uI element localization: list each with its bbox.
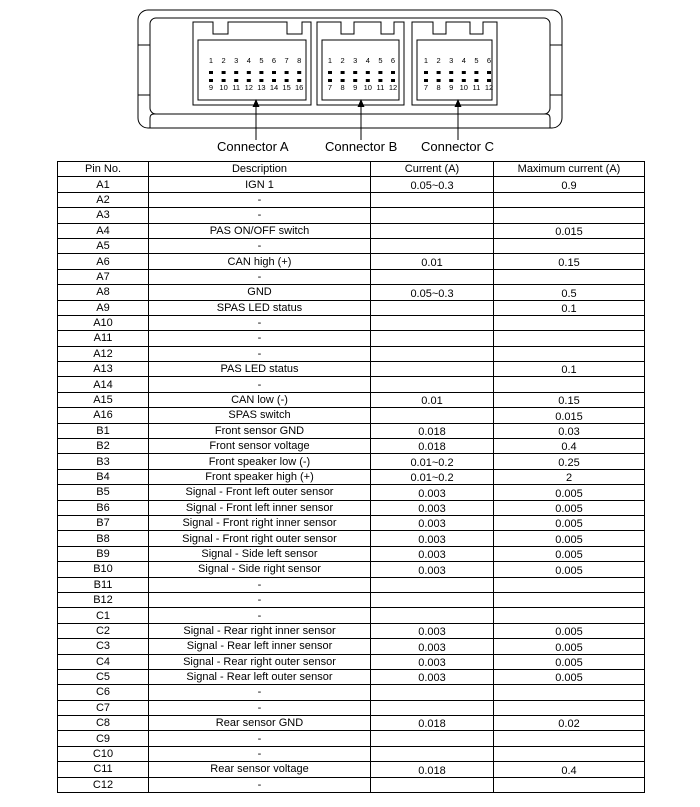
- table-row: [58, 777, 645, 792]
- max-current-cell: 0.5: [494, 285, 645, 300]
- current-cell: 0.003: [371, 639, 494, 654]
- connector-a-pin-terminal: [272, 71, 276, 74]
- connector-b-pin-terminal: [328, 71, 332, 74]
- connector-a-pin-terminal: [234, 71, 238, 74]
- pin-number-cell: A1: [58, 177, 149, 192]
- max-current-cell: 0.25: [494, 454, 645, 469]
- connector-b-pin-number: 12: [388, 83, 398, 92]
- description-cell: Signal - Side right sensor: [149, 562, 371, 577]
- max-current-cell: [494, 592, 645, 607]
- description-cell: -: [149, 731, 371, 746]
- table-row: [58, 700, 645, 715]
- connector-a-pin-terminal: [297, 71, 301, 74]
- connector-c-pin-number: 4: [461, 56, 466, 65]
- current-cell: [371, 300, 494, 315]
- table-row: [58, 254, 645, 269]
- description-cell: -: [149, 700, 371, 715]
- connector-c-pin-number: 7: [423, 83, 429, 92]
- connector-a-pin-terminal: [259, 71, 263, 74]
- connector-a-pin-number: 16: [295, 83, 304, 92]
- current-cell: 0.018: [371, 762, 494, 777]
- connector-c-pin-number: 10: [459, 83, 468, 92]
- description-cell: -: [149, 269, 371, 284]
- current-cell: 0.018: [371, 423, 494, 438]
- table-row: [58, 500, 645, 515]
- connector-b-pin-terminal: [353, 71, 357, 74]
- table-row: [58, 377, 645, 392]
- description-cell: Front sensor GND: [149, 423, 371, 438]
- pin-number-cell: A5: [58, 238, 149, 253]
- connector-a-pin-terminal: [272, 79, 276, 82]
- max-current-cell: 0.4: [494, 762, 645, 777]
- description-cell: -: [149, 346, 371, 361]
- max-current-cell: 0.015: [494, 408, 645, 423]
- housing-left-tab: [138, 45, 150, 95]
- table-row: [58, 592, 645, 607]
- connector-c-pin-terminal: [449, 71, 453, 74]
- pin-number-cell: A4: [58, 223, 149, 238]
- current-cell: [371, 377, 494, 392]
- pin-number-cell: A12: [58, 346, 149, 361]
- connector-a-label: Connector A: [217, 139, 289, 154]
- description-cell: Rear sensor voltage: [149, 762, 371, 777]
- connector-c-pin-terminal: [462, 79, 466, 82]
- table-row: [58, 608, 645, 623]
- connector-b-pin-number: 2: [340, 56, 345, 65]
- table-row: [58, 238, 645, 253]
- connector-a-pin-terminal: [285, 79, 289, 82]
- connector-b-pin-terminal: [391, 71, 395, 74]
- connector-c-pin-number: 8: [436, 83, 441, 92]
- description-cell: -: [149, 331, 371, 346]
- max-current-cell: 0.005: [494, 654, 645, 669]
- current-cell: [371, 223, 494, 238]
- connector-c-pin-number: 6: [486, 56, 492, 65]
- pin-number-cell: A7: [58, 269, 149, 284]
- current-cell: 0.05~0.3: [371, 285, 494, 300]
- table-row: [58, 223, 645, 238]
- max-current-cell: 0.005: [494, 623, 645, 638]
- table-row: [58, 623, 645, 638]
- pin-table: [57, 161, 645, 793]
- connector-a-pin-number: 15: [282, 83, 291, 92]
- description-cell: GND: [149, 285, 371, 300]
- housing-right-tab: [550, 45, 562, 95]
- connector-b-pin-number: 8: [340, 83, 345, 92]
- description-cell: Signal - Rear right inner sensor: [149, 623, 371, 638]
- pin-table-body: [58, 177, 645, 793]
- description-cell: -: [149, 238, 371, 253]
- table-row: [58, 562, 645, 577]
- max-current-cell: 0.005: [494, 500, 645, 515]
- table-row: [58, 454, 645, 469]
- connector-b-pin-number: 7: [327, 83, 333, 92]
- pin-number-cell: B4: [58, 469, 149, 484]
- table-row: [58, 731, 645, 746]
- connector-c-pin-terminal: [424, 79, 428, 82]
- description-cell: Signal - Side left sensor: [149, 546, 371, 561]
- connector-c-pin-terminal: [437, 79, 441, 82]
- max-current-cell: [494, 208, 645, 223]
- max-current-cell: [494, 269, 645, 284]
- connector-b-pin-number: 5: [378, 56, 383, 65]
- pin-number-cell: C3: [58, 639, 149, 654]
- connector-a-pin-number: 7: [284, 56, 289, 65]
- description-cell: Front sensor voltage: [149, 439, 371, 454]
- description-cell: Signal - Front right inner sensor: [149, 515, 371, 530]
- current-cell: [371, 269, 494, 284]
- max-current-cell: 0.1: [494, 362, 645, 377]
- pin-number-cell: A15: [58, 392, 149, 407]
- table-row: [58, 346, 645, 361]
- connector-a-pin-terminal: [209, 71, 213, 74]
- pin-number-cell: A8: [58, 285, 149, 300]
- table-row: [58, 762, 645, 777]
- max-current-cell: [494, 746, 645, 761]
- connector-b-pin-terminal: [378, 79, 382, 82]
- description-cell: -: [149, 746, 371, 761]
- connector-a-pin-terminal: [259, 79, 263, 82]
- table-row: [58, 669, 645, 684]
- description-cell: -: [149, 192, 371, 207]
- pin-number-cell: C1: [58, 608, 149, 623]
- pin-number-cell: C11: [58, 762, 149, 777]
- connector-a-pin-terminal: [234, 79, 238, 82]
- table-row: [58, 315, 645, 330]
- connector-a-pin-terminal: [297, 79, 301, 82]
- description-cell: IGN 1: [149, 177, 371, 192]
- current-cell: 0.003: [371, 562, 494, 577]
- pin-number-cell: A13: [58, 362, 149, 377]
- max-current-cell: [494, 346, 645, 361]
- table-row: [58, 208, 645, 223]
- description-cell: Signal - Rear left outer sensor: [149, 669, 371, 684]
- pin-number-cell: A16: [58, 408, 149, 423]
- table-row: [58, 192, 645, 207]
- connector-c-pin-terminal: [474, 79, 478, 82]
- connector-a-pin-number: 13: [257, 83, 266, 92]
- pin-number-cell: A3: [58, 208, 149, 223]
- pin-number-cell: B11: [58, 577, 149, 592]
- table-row: [58, 362, 645, 377]
- max-current-cell: 0.1: [494, 300, 645, 315]
- pin-number-cell: B7: [58, 515, 149, 530]
- connector-c-pin-terminal: [424, 71, 428, 74]
- header-max-current: Maximum current (A): [494, 162, 645, 177]
- current-cell: [371, 315, 494, 330]
- max-current-cell: 0.005: [494, 546, 645, 561]
- connector-b-pin-terminal: [341, 79, 345, 82]
- housing-base: [150, 114, 550, 128]
- connector-c-pin-number: 5: [474, 56, 479, 65]
- table-row: [58, 639, 645, 654]
- table-row: [58, 269, 645, 284]
- table-row: [58, 515, 645, 530]
- description-cell: PAS ON/OFF switch: [149, 223, 371, 238]
- connector-b-pin-terminal: [328, 79, 332, 82]
- current-cell: 0.003: [371, 654, 494, 669]
- connector-a-pin-number: 8: [297, 56, 302, 65]
- current-cell: 0.01~0.2: [371, 454, 494, 469]
- table-row: [58, 285, 645, 300]
- connector-a-pin-terminal: [222, 71, 226, 74]
- header-pin-no: Pin No.: [58, 162, 149, 177]
- pin-number-cell: B6: [58, 500, 149, 515]
- connector-c-pin-terminal: [474, 71, 478, 74]
- connector-c-pin-terminal: [449, 79, 453, 82]
- table-row: [58, 685, 645, 700]
- pin-number-cell: B10: [58, 562, 149, 577]
- connector-b-pin-terminal: [341, 71, 345, 74]
- max-current-cell: [494, 238, 645, 253]
- description-cell: -: [149, 777, 371, 792]
- pin-number-cell: C8: [58, 716, 149, 731]
- pin-number-cell: C2: [58, 623, 149, 638]
- description-cell: SPAS LED status: [149, 300, 371, 315]
- current-cell: [371, 238, 494, 253]
- header-description: Description: [149, 162, 371, 177]
- description-cell: Signal - Front left outer sensor: [149, 485, 371, 500]
- current-cell: 0.01: [371, 392, 494, 407]
- current-cell: 0.018: [371, 716, 494, 731]
- connector-b-pin-number: 11: [376, 83, 385, 92]
- description-cell: -: [149, 315, 371, 330]
- current-cell: 0.01~0.2: [371, 469, 494, 484]
- table-row: [58, 408, 645, 423]
- connector-c-pin-number: 2: [436, 56, 441, 65]
- pin-number-cell: B3: [58, 454, 149, 469]
- max-current-cell: 0.005: [494, 515, 645, 530]
- pin-number-cell: A11: [58, 331, 149, 346]
- pin-number-cell: A10: [58, 315, 149, 330]
- current-cell: [371, 608, 494, 623]
- max-current-cell: [494, 685, 645, 700]
- connector-b-pin-terminal: [366, 71, 370, 74]
- pin-number-cell: B2: [58, 439, 149, 454]
- max-current-cell: 0.9: [494, 177, 645, 192]
- current-cell: 0.05~0.3: [371, 177, 494, 192]
- description-cell: Front speaker high (+): [149, 469, 371, 484]
- table-row: [58, 423, 645, 438]
- table-row: [58, 300, 645, 315]
- current-cell: 0.003: [371, 669, 494, 684]
- table-row: [58, 654, 645, 669]
- current-cell: 0.003: [371, 485, 494, 500]
- connector-b-pin-terminal: [378, 71, 382, 74]
- table-row: [58, 177, 645, 192]
- description-cell: -: [149, 577, 371, 592]
- table-header-row: [58, 162, 645, 177]
- current-cell: [371, 408, 494, 423]
- pin-number-cell: B8: [58, 531, 149, 546]
- connector-a-pin-terminal: [209, 79, 213, 82]
- pin-number-cell: C7: [58, 700, 149, 715]
- pin-number-cell: A14: [58, 377, 149, 392]
- description-cell: CAN high (+): [149, 254, 371, 269]
- max-current-cell: 0.02: [494, 716, 645, 731]
- connector-a-pin-number: 2: [221, 56, 226, 65]
- connector-c-pin-terminal: [487, 79, 491, 82]
- connector-a-pin-number: 4: [246, 56, 251, 65]
- table-row: [58, 469, 645, 484]
- current-cell: [371, 208, 494, 223]
- max-current-cell: [494, 731, 645, 746]
- current-cell: [371, 746, 494, 761]
- connector-c-label: Connector C: [421, 139, 494, 154]
- max-current-cell: [494, 192, 645, 207]
- current-cell: [371, 685, 494, 700]
- connector-b-pin-terminal: [366, 79, 370, 82]
- connector-c-pin-number: 11: [472, 83, 481, 92]
- pin-number-cell: B9: [58, 546, 149, 561]
- max-current-cell: 0.03: [494, 423, 645, 438]
- connector-c-pin-number: 3: [449, 56, 454, 65]
- description-cell: Signal - Rear right outer sensor: [149, 654, 371, 669]
- connector-a-pin-number: 6: [271, 56, 277, 65]
- max-current-cell: [494, 777, 645, 792]
- pin-number-cell: A6: [58, 254, 149, 269]
- connector-b-pin-terminal: [353, 79, 357, 82]
- connector-a-pin-terminal: [247, 71, 251, 74]
- connector-c-pin-number: 1: [423, 56, 429, 65]
- connector-b-pin-number: 1: [327, 56, 333, 65]
- current-cell: [371, 731, 494, 746]
- table-row: [58, 531, 645, 546]
- max-current-cell: [494, 331, 645, 346]
- connector-c-pin-terminal: [437, 71, 441, 74]
- current-cell: [371, 577, 494, 592]
- current-cell: 0.003: [371, 623, 494, 638]
- connector-a-pin-number: 12: [244, 83, 253, 92]
- pin-number-cell: C6: [58, 685, 149, 700]
- max-current-cell: 0.005: [494, 562, 645, 577]
- description-cell: SPAS switch: [149, 408, 371, 423]
- max-current-cell: 0.005: [494, 669, 645, 684]
- description-cell: Signal - Front right outer sensor: [149, 531, 371, 546]
- current-cell: [371, 592, 494, 607]
- connector-b-pin-terminal: [391, 79, 395, 82]
- connector-a-pin-number: 11: [232, 83, 241, 92]
- current-cell: 0.003: [371, 500, 494, 515]
- current-cell: [371, 346, 494, 361]
- pin-number-cell: B5: [58, 485, 149, 500]
- connector-a-pin-number: 9: [208, 83, 214, 92]
- description-cell: -: [149, 377, 371, 392]
- connector-a-pin-terminal: [247, 79, 251, 82]
- connector-b-pin-number: 3: [353, 56, 358, 65]
- pin-number-cell: C12: [58, 777, 149, 792]
- max-current-cell: 2: [494, 469, 645, 484]
- description-cell: Signal - Front left inner sensor: [149, 500, 371, 515]
- header-current: Current (A): [371, 162, 494, 177]
- connector-a-pin-terminal: [285, 71, 289, 74]
- description-cell: -: [149, 208, 371, 223]
- description-cell: Signal - Rear left inner sensor: [149, 639, 371, 654]
- max-current-cell: 0.005: [494, 639, 645, 654]
- description-cell: -: [149, 592, 371, 607]
- pin-number-cell: C5: [58, 669, 149, 684]
- pin-number-cell: B1: [58, 423, 149, 438]
- description-cell: Rear sensor GND: [149, 716, 371, 731]
- max-current-cell: [494, 377, 645, 392]
- current-cell: [371, 700, 494, 715]
- connector-b-pin-number: 6: [390, 56, 396, 65]
- max-current-cell: [494, 700, 645, 715]
- pin-number-cell: C4: [58, 654, 149, 669]
- max-current-cell: 0.015: [494, 223, 645, 238]
- max-current-cell: 0.005: [494, 485, 645, 500]
- table-row: [58, 746, 645, 761]
- pin-number-cell: C9: [58, 731, 149, 746]
- table-row: [58, 716, 645, 731]
- connector-a-pin-number: 14: [269, 83, 279, 92]
- max-current-cell: 0.4: [494, 439, 645, 454]
- connector-b-label: Connector B: [325, 139, 398, 154]
- max-current-cell: 0.15: [494, 392, 645, 407]
- current-cell: 0.01: [371, 254, 494, 269]
- connector-diagram: [0, 0, 700, 162]
- connector-a-pin-number: 3: [234, 56, 239, 65]
- table-row: [58, 331, 645, 346]
- connector-a-pin-number: 5: [259, 56, 264, 65]
- connector-c-pin-number: 9: [449, 83, 454, 92]
- max-current-cell: 0.15: [494, 254, 645, 269]
- description-cell: PAS LED status: [149, 362, 371, 377]
- connector-drawing: [0, 0, 700, 162]
- connector-c-pin-number: 12: [484, 83, 494, 92]
- current-cell: [371, 192, 494, 207]
- connector-a-pin-number: 1: [208, 56, 214, 65]
- pin-number-cell: C10: [58, 746, 149, 761]
- connector-c-pin-terminal: [462, 71, 466, 74]
- connector-c-pin-terminal: [487, 71, 491, 74]
- connector-b-pin-number: 10: [363, 83, 372, 92]
- connector-a-pin-number: 10: [219, 83, 228, 92]
- description-cell: CAN low (-): [149, 392, 371, 407]
- description-cell: Front speaker low (-): [149, 454, 371, 469]
- current-cell: [371, 777, 494, 792]
- current-cell: [371, 331, 494, 346]
- pin-number-cell: B12: [58, 592, 149, 607]
- max-current-cell: [494, 315, 645, 330]
- current-cell: 0.018: [371, 439, 494, 454]
- max-current-cell: [494, 608, 645, 623]
- table-row: [58, 392, 645, 407]
- description-cell: -: [149, 608, 371, 623]
- table-row: [58, 439, 645, 454]
- current-cell: 0.003: [371, 515, 494, 530]
- current-cell: [371, 362, 494, 377]
- connector-b-pin-number: 9: [353, 83, 358, 92]
- pin-number-cell: A2: [58, 192, 149, 207]
- connector-b-pin-number: 4: [365, 56, 370, 65]
- current-cell: 0.003: [371, 531, 494, 546]
- current-cell: 0.003: [371, 546, 494, 561]
- max-current-cell: 0.005: [494, 531, 645, 546]
- connector-a-pin-terminal: [222, 79, 226, 82]
- pin-number-cell: A9: [58, 300, 149, 315]
- description-cell: -: [149, 685, 371, 700]
- max-current-cell: [494, 577, 645, 592]
- table-row: [58, 546, 645, 561]
- table-row: [58, 485, 645, 500]
- table-row: [58, 577, 645, 592]
- housing-outer: [138, 10, 562, 128]
